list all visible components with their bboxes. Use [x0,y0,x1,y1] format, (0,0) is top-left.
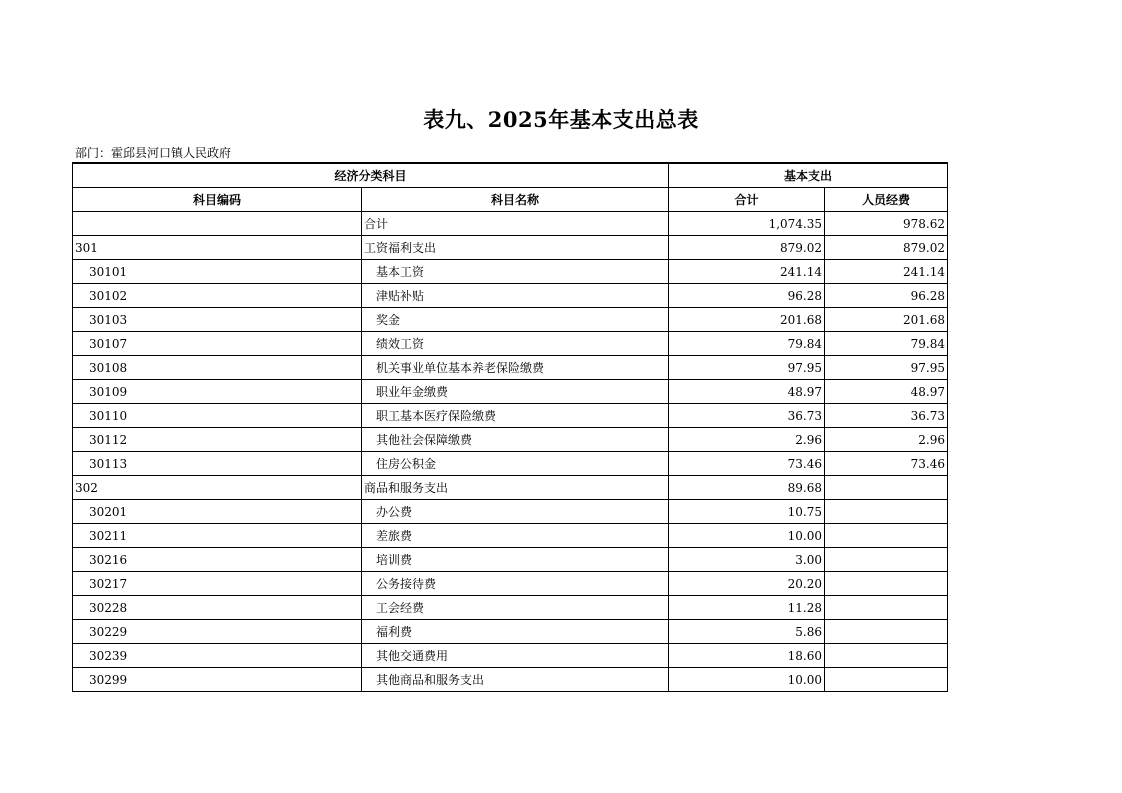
cell-total: 11.28 [669,596,825,620]
cell-subject-name: 其他交通费用 [362,644,669,668]
table-row [73,500,948,524]
cell-subject-name: 公务接待费 [362,572,669,596]
cell-subject-name: 职业年金缴费 [362,380,669,404]
cell-subject-code: 30201 [73,500,362,524]
cell-personnel-expense: 73.46 [825,452,948,476]
cell-subject-code: 30216 [73,548,362,572]
cell-total: 10.00 [669,668,825,692]
cell-subject-code: 30113 [73,452,362,476]
cell-personnel-expense: 978.62 [825,212,948,236]
cell-subject-code: 30112 [73,428,362,452]
table-row [73,668,948,692]
cell-subject-name: 奖金 [362,308,669,332]
table-row [73,620,948,644]
cell-subject-name: 培训费 [362,548,669,572]
cell-total: 97.95 [669,356,825,380]
cell-subject-name: 其他社会保障缴费 [362,428,669,452]
table-row [73,332,948,356]
cell-subject-name: 商品和服务支出 [362,476,669,500]
cell-subject-code: 30110 [73,404,362,428]
cell-subject-code: 30107 [73,332,362,356]
cell-personnel-expense [825,548,948,572]
cell-total: 20.20 [669,572,825,596]
cell-subject-name: 工资福利支出 [362,236,669,260]
table-row [73,428,948,452]
cell-personnel-expense: 241.14 [825,260,948,284]
department-label: 部门：霍邱县河口镇人民政府 [75,146,232,160]
cell-personnel-expense: 79.84 [825,332,948,356]
table-row [73,308,948,332]
cell-subject-code: 30217 [73,572,362,596]
cell-subject-code [73,212,362,236]
cell-personnel-expense: 96.28 [825,284,948,308]
cell-subject-name: 职工基本医疗保险缴费 [362,404,669,428]
cell-subject-name: 住房公积金 [362,452,669,476]
cell-subject-name: 办公费 [362,500,669,524]
cell-subject-code: 301 [73,236,362,260]
cell-total: 36.73 [669,404,825,428]
cell-personnel-expense [825,500,948,524]
cell-total: 89.68 [669,476,825,500]
table-row [73,236,948,260]
cell-subject-name: 基本工资 [362,260,669,284]
table-row [73,572,948,596]
cell-subject-code: 30108 [73,356,362,380]
table-row [73,380,948,404]
cell-personnel-expense [825,668,948,692]
table-row [73,548,948,572]
table-row [73,212,948,236]
cell-personnel-expense [825,644,948,668]
header-economic-classification: 经济分类科目 [73,163,669,188]
cell-personnel-expense: 48.97 [825,380,948,404]
cell-total: 96.28 [669,284,825,308]
cell-subject-code: 30101 [73,260,362,284]
cell-subject-name: 其他商品和服务支出 [362,668,669,692]
cell-personnel-expense: 201.68 [825,308,948,332]
basic-expenditure-table [72,162,948,692]
cell-personnel-expense: 97.95 [825,356,948,380]
cell-subject-code: 30299 [73,668,362,692]
cell-subject-name: 福利费 [362,620,669,644]
cell-total: 241.14 [669,260,825,284]
cell-total: 5.86 [669,620,825,644]
cell-personnel-expense: 36.73 [825,404,948,428]
header-subject-name: 科目名称 [362,188,669,212]
cell-personnel-expense [825,596,948,620]
cell-subject-code: 30103 [73,308,362,332]
cell-subject-name: 工会经费 [362,596,669,620]
cell-subject-name: 机关事业单位基本养老保险缴费 [362,356,669,380]
cell-subject-code: 30102 [73,284,362,308]
cell-subject-code: 30109 [73,380,362,404]
table-row [73,452,948,476]
cell-total: 879.02 [669,236,825,260]
cell-subject-code: 302 [73,476,362,500]
table-body [73,212,948,692]
table-row [73,260,948,284]
table-row [73,524,948,548]
header-personnel-expense: 人员经费 [825,188,948,212]
header-subject-code: 科目编码 [73,188,362,212]
cell-total: 18.60 [669,644,825,668]
cell-personnel-expense [825,572,948,596]
table-row [73,356,948,380]
table-row [73,476,948,500]
cell-subject-name: 合计 [362,212,669,236]
table-row [73,596,948,620]
column-header-row [73,188,948,212]
cell-subject-code: 30211 [73,524,362,548]
table-row [73,284,948,308]
group-header-row [73,163,948,188]
cell-total: 79.84 [669,332,825,356]
cell-personnel-expense [825,620,948,644]
header-basic-expenditure: 基本支出 [669,163,948,188]
cell-personnel-expense: 2.96 [825,428,948,452]
cell-subject-name: 津贴补贴 [362,284,669,308]
cell-total: 10.75 [669,500,825,524]
cell-personnel-expense [825,476,948,500]
cell-total: 3.00 [669,548,825,572]
cell-total: 48.97 [669,380,825,404]
cell-personnel-expense [825,524,948,548]
cell-total: 73.46 [669,452,825,476]
cell-subject-code: 30229 [73,620,362,644]
cell-personnel-expense: 879.02 [825,236,948,260]
cell-total: 201.68 [669,308,825,332]
header-total: 合计 [669,188,825,212]
table-row [73,404,948,428]
cell-subject-code: 30228 [73,596,362,620]
cell-subject-code: 30239 [73,644,362,668]
cell-total: 2.96 [669,428,825,452]
cell-total: 1,074.35 [669,212,825,236]
cell-subject-name: 绩效工资 [362,332,669,356]
page-title: 表九、2025年基本支出总表 [423,107,699,132]
cell-total: 10.00 [669,524,825,548]
cell-subject-name: 差旅费 [362,524,669,548]
table-row [73,644,948,668]
